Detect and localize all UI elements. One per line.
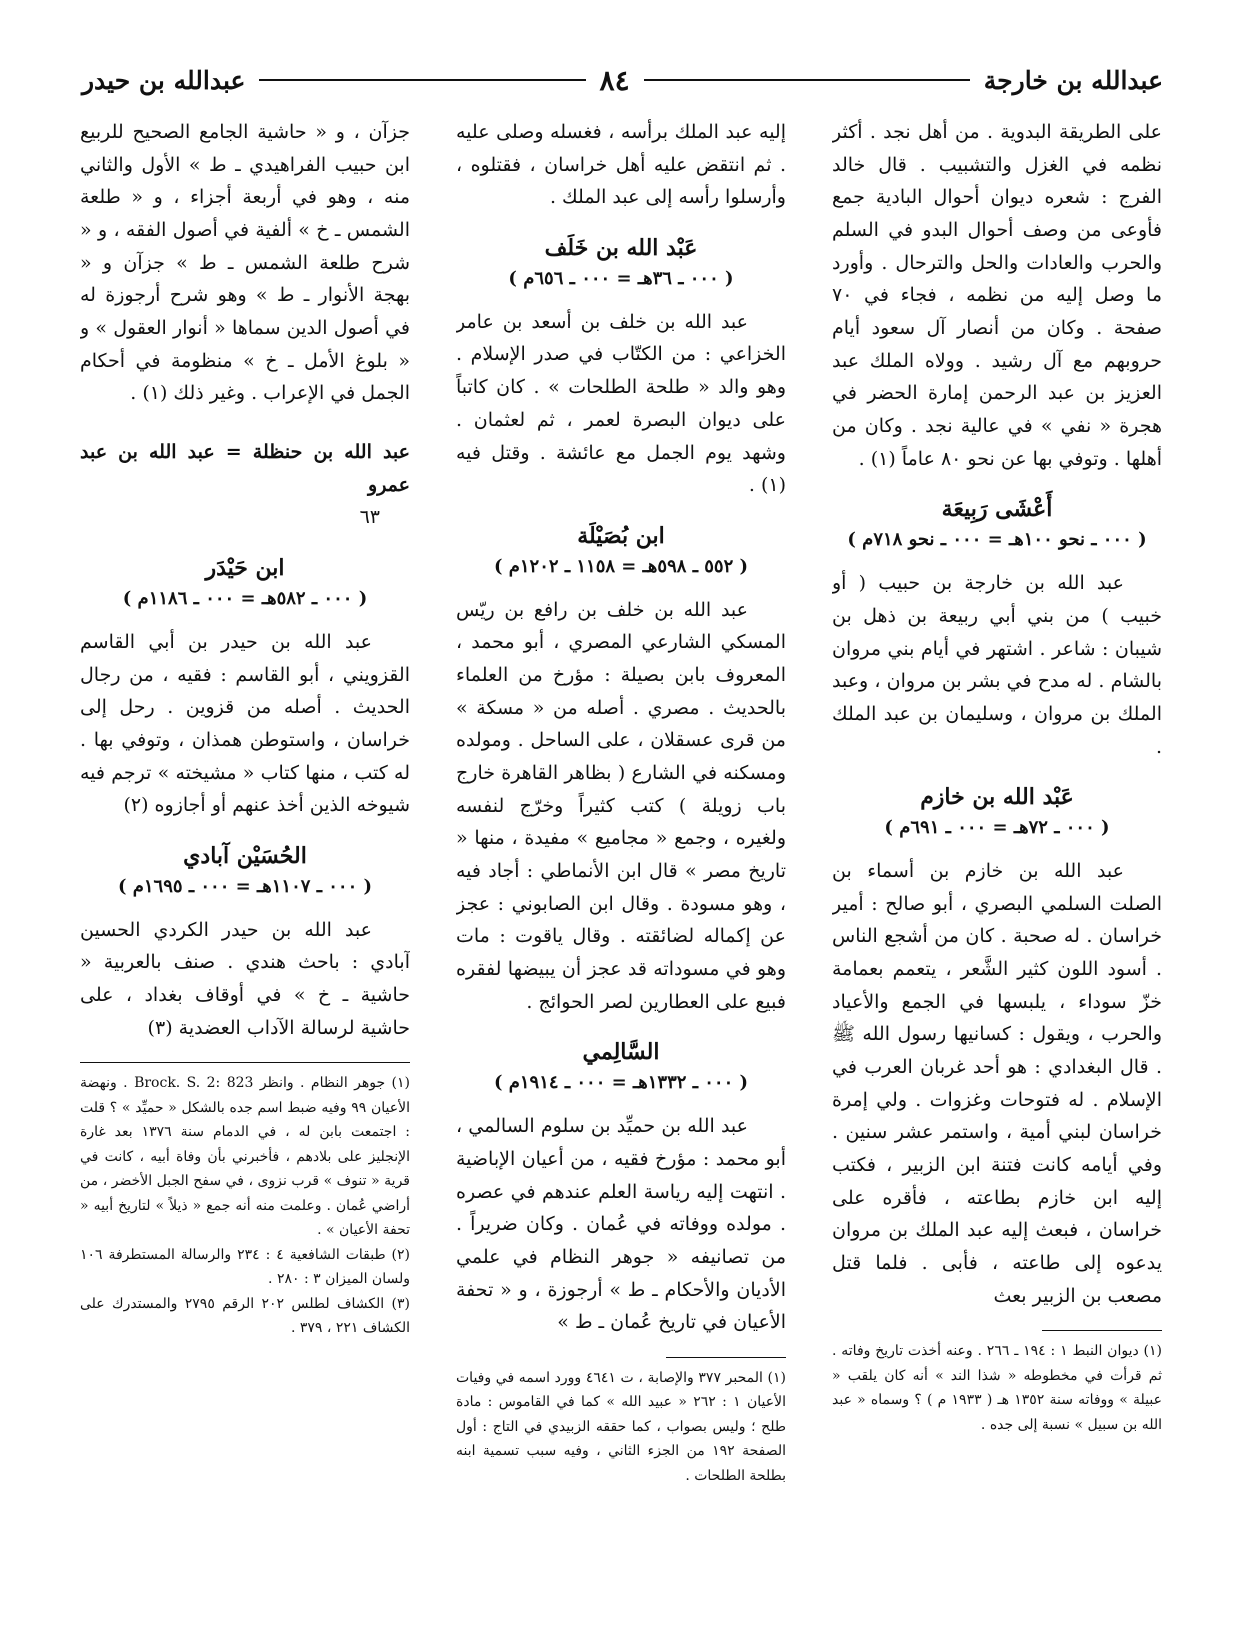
footnote-1-rest: . ونهضة الأعيان ٩٩ وفيه ضبط اسم جده بالشكل « حميِّد » ؟ قلت : اجتمعت بابن له ، في الدمام سنة ١٣٧٦ بعد غارة الإنجليز على بلادهم ، فأخبرني بأن وفاة أبيه ، كانت في قرية « تنوف » قرب نزوى ، في سفح الجبل الأخضر ، من أراضي عُمان . وعلمت منه أنه جمع « ذيلاً » لتاريخ أبيه « تحفة الأعيان » .	[80, 1075, 410, 1239]
footnote-1-lead: (١) جوهر النظام . وانظر	[259, 1075, 410, 1092]
entry-dates-ibn-haydar: ( ٠٠٠ ـ ٥٨٢هـ = ٠٠٠ ـ ١١٨٦م )	[122, 588, 368, 610]
page-number: ٨٤	[599, 63, 630, 97]
footnote-rule	[80, 1062, 410, 1063]
entry-title-ibn-haydar: ابن حَيْدَر	[205, 555, 285, 582]
column-middle	[456, 116, 786, 1602]
entry-title-ibn-khalaf: عَبْد الله بن خَلَف	[544, 235, 698, 262]
footnote-2: (٢) طبقات الشافعية ٤ : ٢٣٤ والرسالة المستطرفة ١٠٦ ولسان الميزان ٣ : ٢٨٠ .	[80, 1246, 410, 1288]
entry-text-asha-rabia: عبد الله بن خارجة بن حبيب ( أو خبيب ) من بني أبي ربيعة بن ذهل بن شيبان : شاعر . اشتهر في أيام بني مروان بالشام . له مدح في بشر بن مروان ، وعبد الملك بن مروان ، وسليمان بن عبد الملك .	[832, 572, 1162, 758]
entry-text-ibn-khazim: عبد الله بن خازم بن أسماء بن الصلت السلمي البصري ، أبو صالح : أمير خراسان . له صحبة . كان من أشجع الناس . أسود اللون كثير الشَّعر ، يتعمم بعمامة خزّ سوداء ، يلبسها في الجمع والأعياد والحرب ، ويقول : كسانيها رسول الله ﷺ . قال البغدادي : هو أحد غربان العرب في الإسلام . له فتوحات وغزوات . ولي إمرة خراسان لبني أمية ، واستمر عشر سنين . وفي أيامه كانت فتنة ابن الزبير ، فكتب إليه ابن خازم بطاعته ، فأقره على خراسان ، فبعث إليه عبد الملك بن مروان يدعوه إلى طاعته ، فأبى . فلما قتل مصعب بن الزبير بعث	[832, 860, 1162, 1307]
column-middle-intro: إليه عبد الملك برأسه ، فغسله وصلى عليه . ثم انتقض عليه أهل خراسان ، فقتلوه ، وأرسلوا رأسه إلى عبد الملك .	[456, 121, 786, 209]
cross-reference	[80, 436, 410, 534]
entry-title-ibn-busayla: ابن بُصَيْلَة	[577, 522, 665, 549]
entry-title-husayn-abadi: الحُسَيْن آبادي	[183, 842, 307, 869]
cross-reference-page: ٦٣	[359, 506, 380, 529]
entry-text-husayn-abadi: عبد الله بن حيدر الكردي الحسين آبادي : باحث هندي . صنف بالعربية « حاشية ـ خ » في أوقاف بغداد ، على حاشية لرسالة الآداب العضدية (٣)	[80, 918, 410, 1039]
entry-dates-ibn-khazim: ( ٠٠٠ ـ ٧٢هـ = ٠٠٠ ـ ٦٩١م )	[884, 817, 1110, 839]
footnote-3: (٣) الكشاف لطلس ٢٠٢ الرقم ٢٧٩٥ والمستدرك على الكشاف ٢٢١ ، ٣٧٩ .	[80, 1295, 410, 1337]
column-right-intro: على الطريقة البدوية . من أهل نجد . أكثر نظمه في الغزل والتشبيب . قال خالد الفرج : شعره ديوان أحوال البادية جمع فأوعى من وصف أحوال البدو في السلم والحرب والعادات والحل والترحال . وأورد ما وصل إليه من نظمه ، فجاء في ٧٠ صفحة . وكان من أنصار آل سعود أيام حروبهم مع آل رشيد . وولاه الملك عبد العزيز بن عبد الرحمن إمارة الحضر في هجرة « نفي » في عالية نجد . وكان من أهلها . وتوفي بها عن نحو ٨٠ عاماً (١) .	[832, 121, 1162, 470]
running-header	[82, 58, 1163, 102]
entry-text-ibn-haydar: عبد الله بن حيدر بن أبي القاسم القزويني ، أبو القاسم : فقيه ، من رجال الحديث . أصله من قزوين . رحل إلى خراسان ، واستوطن همذان ، وتوفي بها . له كتب ، منها كتاب « مشيخته » ترجم فيه شيوخه الذين أخذ عنهم أو أجازوه (٢)	[80, 630, 410, 817]
entry-dates-asha-rabia: ( ٠٠٠ ـ نحو ١٠٠هـ = ٠٠٠ ـ نحو ٧١٨م )	[847, 529, 1147, 551]
header-rule-right	[644, 79, 970, 81]
footnote-1-latin-ref: Brock. S. 2: 823	[134, 1075, 254, 1092]
entry-title-ibn-khazim: عَبْد الله بن خازم	[920, 784, 1074, 811]
column-right	[832, 116, 1162, 1602]
footnote: (١) المحبر ٣٧٧ والإصابة ، ت ٤٦٤١ وورد اسمه في وفيات الأعيان ١ : ٢٦٢ « عبيد الله » كما في القاموس : مادة طلح ؛ وليس بصواب ، كما حققه الزبيدي في التاج : أول الصفحة ١٩٢ من الجزء الثاني ، وفيه سبب تسمية ابنه بطلحة الطلحات .	[456, 1369, 786, 1484]
entry-dates-ibn-busayla: ( ٥٥٢ ـ ٥٩٨هـ = ١١٥٨ ـ ١٢٠٢م )	[493, 555, 749, 577]
header-right-title: عبدالله بن خارجة	[983, 65, 1163, 95]
entry-dates-al-salimi: ( ٠٠٠ ـ ١٣٣٢هـ = ٠٠٠ ـ ١٩١٤م )	[493, 1072, 749, 1094]
entry-dates-ibn-khalaf: ( ٠٠٠ ـ ٣٦هـ = ٠٠٠ ـ ٦٥٦م )	[508, 268, 734, 290]
entry-title-al-salimi: السَّالِمي	[582, 1039, 660, 1066]
column-left	[80, 116, 410, 1602]
footnote-1	[80, 1071, 410, 1243]
entry-title-asha-rabia: أَعْشَى رَبِيعَة	[941, 496, 1053, 523]
column-left-intro: جزآن ، و « حاشية الجامع الصحيح للربيع ابن حبيب الفراهيدي ـ ط » الأول والثاني منه ، وهو في أربعة أجزاء ، و « طلعة الشمس ـ خ » ألفية في أصول الفقه ، و « شرح طلعة الشمس ـ ط » جزآن و « بهجة الأنوار ـ ط » وهو شرح أرجوزة له في أصول الدين سماها « أنوار العقول » و « بلوغ الأمل ـ خ » منظومة في أحكام الجمل في الإعراب . وغير ذلك (١) .	[80, 121, 410, 405]
entry-dates-husayn-abadi: ( ٠٠٠ ـ ١١٠٧هـ = ٠٠٠ ـ ١٦٩٥م )	[117, 875, 373, 897]
cross-reference-text: عبد الله بن حنظلة = عبد الله بن عبد عمرو	[80, 441, 410, 496]
entry-text-al-salimi: عبد الله بن حميِّد بن سلوم السالمي ، أبو محمد : مؤرخ فقيه ، من أعيان الإباضية . انتهت إليه رياسة العلم عندهم في عصره . مولده ووفاته في عُمان . وكان ضريراً . من تصانيفه « جوهر النظام في علمي الأديان والأحكام ـ ط » أرجوزة ، و « تحفة الأعيان في تاريخ عُمان ـ ط »	[456, 1115, 786, 1334]
entry-text-ibn-busayla: عبد الله بن خلف بن رافع بن ريّس المسكي الشارعي المصري ، أبو محمد ، المعروف بابن بصيلة : مؤرخ من العلماء بالحديث . مصري . أصله من « مسكة » من قرى عسقلان ، على الساحل . ومولده ومسكنه في الشارع ( بظاهر القاهرة خارج باب زويلة ) كتب كثيراً وخرّج لنفسه ولغيره ، وجمع « مجاميع » مفيدة ، منها « تاريخ مصر » قال ابن الأنماطي : أجاد فيه ، وهو مسودة . وقال ابن الصابوني : عجز عن إكماله لضائقته . وقال ياقوت : مات وهو في مسوداته قد عجز أن يبيضها لفقره فبيع على العطارين لصر الحوائج .	[456, 598, 786, 1013]
footnote: (١) ديوان النبط ١ : ١٩٤ ـ ٢٦٦ . وعنه أخذت تاريخ وفاته . ثم قرأت في مخطوطه « شذا الند » أنه كان يلقب « عبيلة » ووفاته سنة ١٣٥٢ هـ ( ١٩٣٣ م ) ؟ وسماه « عبد الله بن سبيل » نسبة إلى جده .	[832, 1343, 1162, 1433]
header-rule-left	[259, 79, 585, 81]
header-left-title: عبدالله بن حيدر	[81, 65, 246, 95]
footnote-rule	[666, 1357, 786, 1358]
entry-text-ibn-khalaf: عبد الله بن خلف بن أسعد بن عامر الخزاعي : من الكتّاب في صدر الإسلام . وهو والد « طلحة الطلحات » . كان كاتباً على ديوان البصرة لعمر ، ثم لعثمان . وشهد يوم الجمل مع عائشة . وقتل فيه (١) .	[456, 310, 786, 497]
footnote-rule	[1042, 1330, 1162, 1331]
